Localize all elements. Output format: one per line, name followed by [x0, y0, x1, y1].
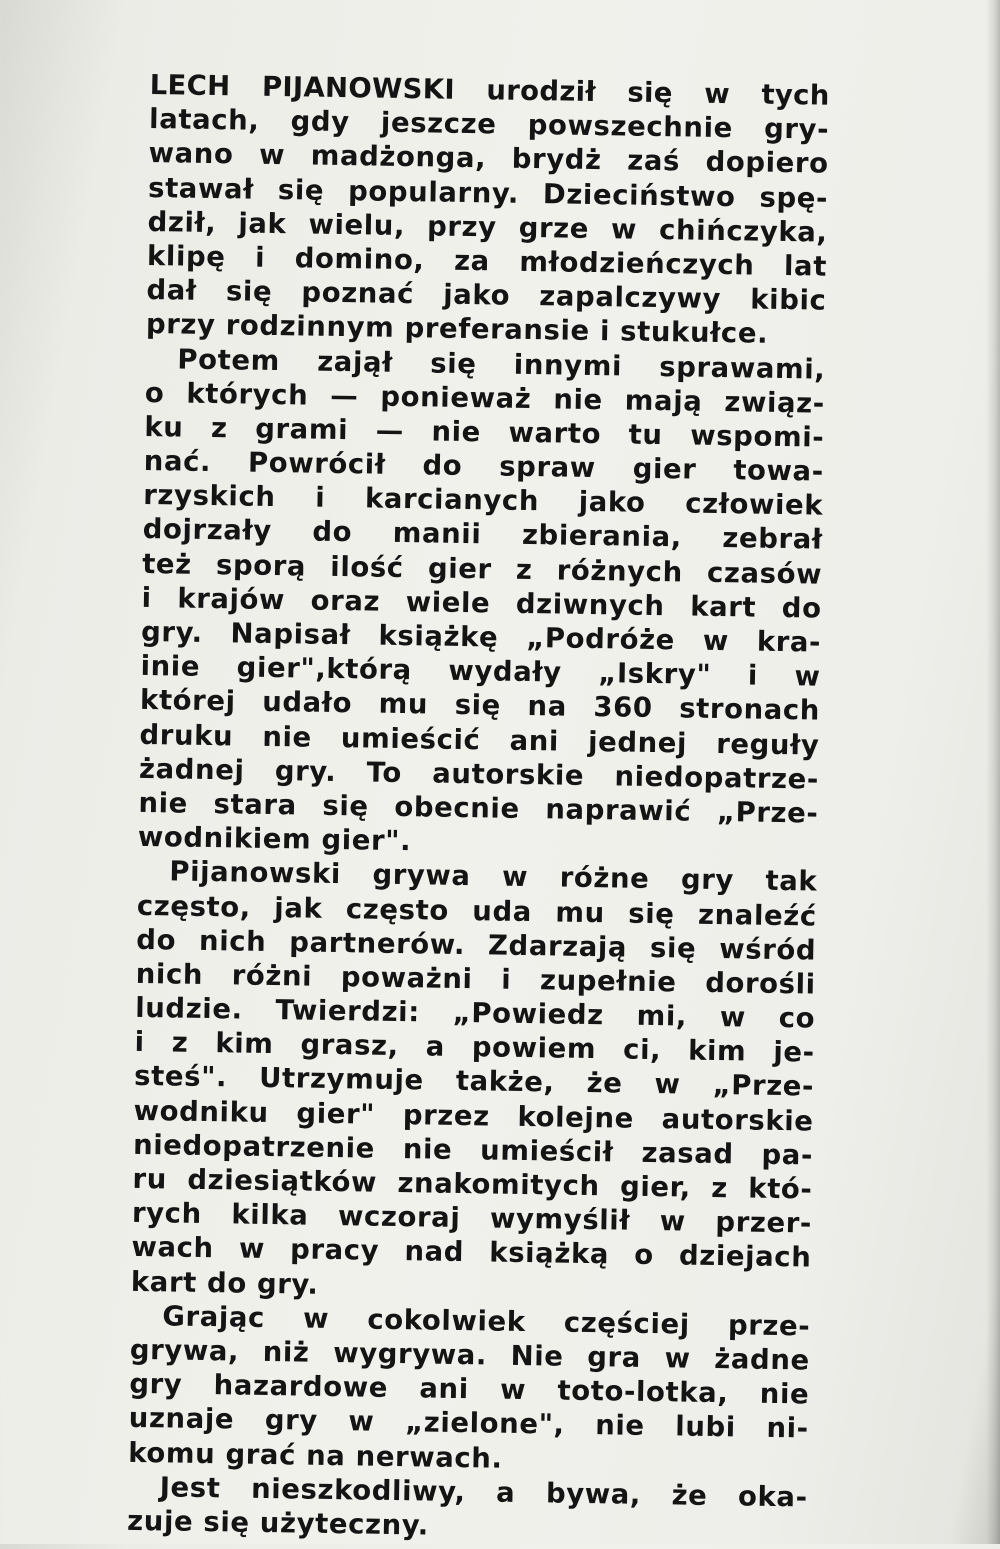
text-line: zuje się użyteczny.	[126, 1504, 430, 1542]
text-line: wano w madżonga, brydż zaś dopiero	[148, 137, 829, 181]
text-line: Jest nieszkodliwy, a bywa, że oka-	[159, 1471, 808, 1514]
paragraph-1	[146, 68, 830, 352]
text-line: nać. Powrócił do spraw gier towa-	[143, 445, 824, 488]
text-line: ku z grami — nie warto tu wspomi-	[144, 410, 825, 454]
text-line: kart do gry.	[130, 1265, 319, 1301]
text-line: uznaje gry w „zielone", nie lubi ni-	[128, 1402, 809, 1445]
text-line: komu grać na nerwach.	[128, 1436, 503, 1475]
page-edge-shadow	[986, 0, 1000, 1544]
text-line: też sporą ilość gier z różnych czasów	[141, 547, 823, 591]
paragraph-3	[131, 854, 818, 1309]
text-line: często, jak często uda mu się znaleźć	[136, 889, 818, 933]
text-line: Grając w cokolwiek częściej prze-	[162, 1300, 811, 1343]
text-line: o których — ponieważ nie mają związ-	[144, 376, 826, 420]
text-line: której udało mu się na 360 stronach	[139, 684, 821, 727]
text-line: przy rodzinnym preferansie i stukułce.	[145, 308, 769, 351]
text-line: rych kilka wczoraj wymyślił w przer-	[131, 1197, 813, 1240]
text-line: druku nie umieścić ani jednej reguły	[139, 718, 820, 762]
text-line: ludzie. Twierdzi: „Powiedz mi, w co	[134, 991, 816, 1035]
text-line: inie gier",którą wydały „Iskry" i w	[140, 650, 821, 693]
text-line: klipę i domino, za młodzieńczych lat	[146, 239, 828, 283]
text-line: żadnej gry. To autorskie niedopatrze-	[138, 752, 820, 796]
text-line: Potem zajął się innymi sprawami,	[177, 342, 826, 386]
text-line: Pijanowski grywa w różne gry tak	[169, 855, 818, 898]
text-line: steś". Utrzymuje także, że w „Prze-	[133, 1060, 815, 1103]
text-line: niedopatrzenie nie umieścił zasad pa-	[132, 1128, 814, 1172]
text-line: latach, gdy jeszcze powszechnie gry-	[148, 103, 830, 146]
paragraph-4	[128, 1299, 811, 1481]
text-line: grywa, niż wygrywa. Nie gra w żadne	[129, 1333, 811, 1377]
paragraph-2	[138, 341, 826, 864]
text-line: LECH PIJANOWSKI urodził się w tych	[149, 68, 830, 112]
text-line: wodniku gier" przez kolejne autorskie	[133, 1094, 814, 1138]
paragraph-5	[127, 1470, 808, 1549]
text-line: nie stara się obecnie naprawić „Prze-	[138, 786, 819, 830]
text-line: stawał się popularny. Dzieciństwo spę-	[147, 171, 829, 215]
text-line: dojrzały do manii zbierania, zebrał	[142, 513, 823, 557]
text-line: do nich partnerów. Zdarzają się wśród	[136, 923, 817, 967]
text-line: dził, jak wielu, przy grze w chińczyka,	[147, 205, 828, 249]
text-line: i krajów oraz wiele dziwnych kart do	[141, 581, 822, 625]
text-line: nich różni poważni i zupełnie dorośli	[135, 957, 816, 1001]
text-line: rzyskich i karcianych jako człowiek	[143, 479, 824, 522]
text-line: dał się poznać jako zapalczywy kibic	[146, 274, 827, 317]
text-line: wach w pracy nad książką o dziejach	[131, 1231, 812, 1274]
author-bio-text	[127, 68, 830, 1549]
text-line: i z kim grasz, a powiem ci, kim je-	[134, 1026, 815, 1069]
text-line: ru dziesiątków znakomitych gier, z któ-	[132, 1162, 813, 1206]
text-line: gry hazardowe ani w toto-lotka, nie	[129, 1367, 810, 1411]
text-line: wodnikiem gier".	[137, 821, 412, 858]
text-line: gry. Napisał książkę „Podróże w kra-	[140, 615, 822, 659]
